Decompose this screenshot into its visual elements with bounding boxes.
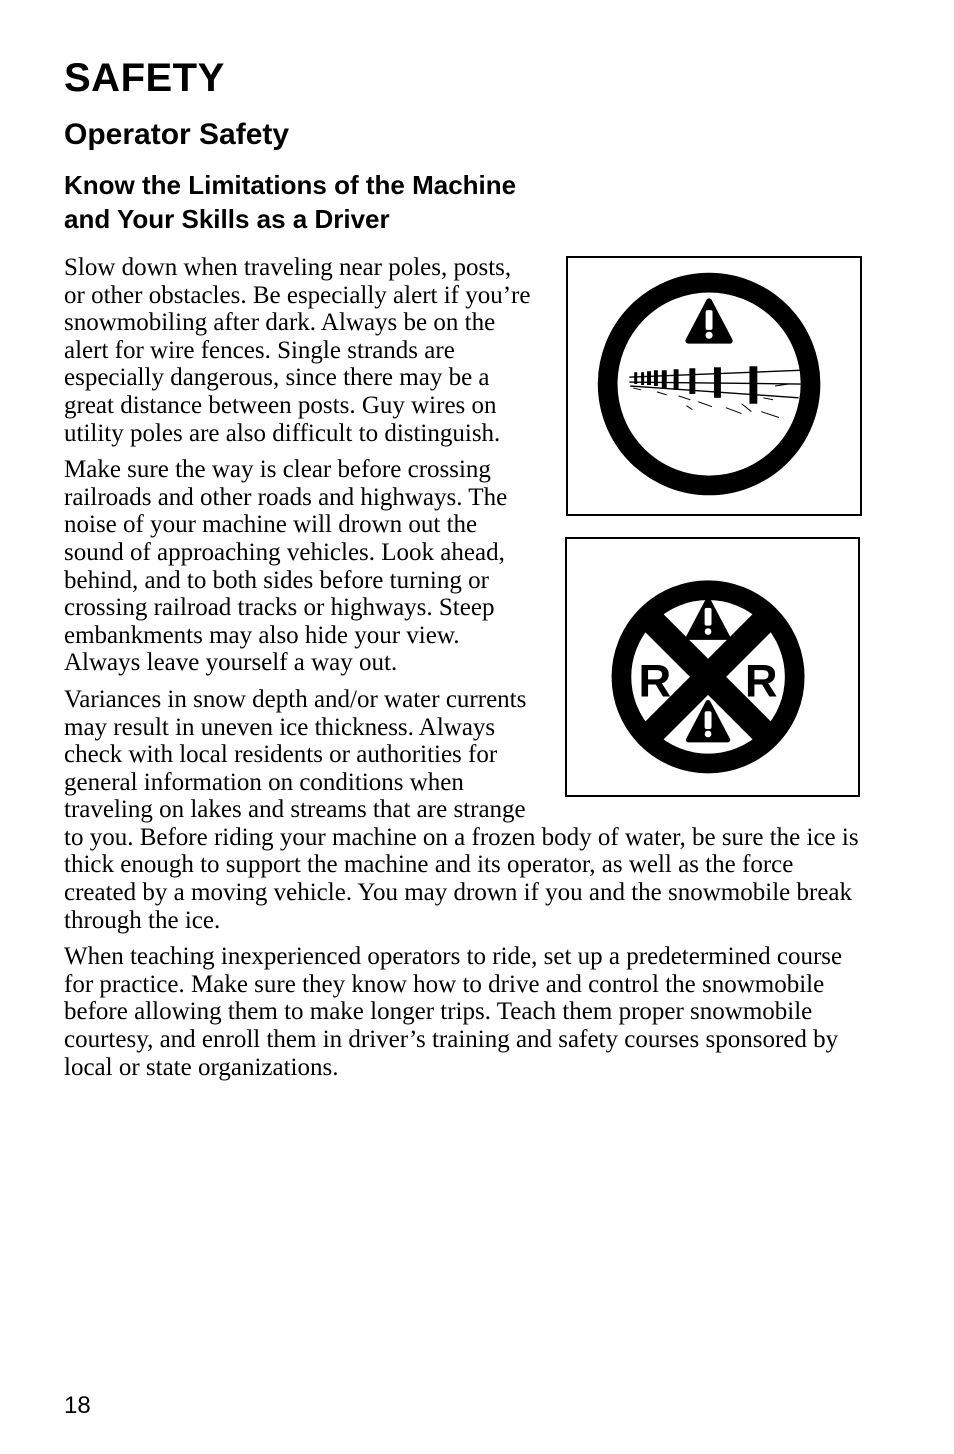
topic-heading-line1: Know the Limitations of the Machine xyxy=(64,170,517,200)
topic-heading xyxy=(64,168,624,236)
railroad-crossing-icon xyxy=(567,539,858,795)
paragraph-ice: Variances in snow depth and/or water currents may result in uneven ice thickness. Always check with local residents or authorities for general information on conditions when traveling on lakes and streams that are strange to you. Before riding your machine on a frozen body of water, be sure the ice is thick enough to support the machine and its operator, as well as the force created by a moving vehicle. You may drown if you and the snowmobile break through the ice. xyxy=(64,685,859,934)
paragraph-crossings: Make sure the way is clear before crossing railroads and other roads and highways. The noise of your machine will drown out the sound of approaching vehicles. Look ahead, behind, and to both sides before turning or crossing railroad tracks or highways. Steep embankments may also hide your view. Always leave yourself a way out. xyxy=(64,456,508,677)
wire-fence-warning-icon xyxy=(568,258,860,514)
paragraph-obstacles: Slow down when traveling near poles, posts, or other obstacles. Be especially alert if you’re snowmobiling after dark. Always be on the alert for wire fences. Single strands are especially dangerous, since there may be a great distance between posts. Guy wires on utility poles are also difficult to distinguish. xyxy=(64,254,531,447)
topic-heading-line2: and Your Skills as a Driver xyxy=(64,204,390,234)
railroad-crossing-figure xyxy=(565,537,860,797)
railroad-sign-right-letter: R xyxy=(744,655,778,707)
subsection-title: Operator Safety xyxy=(64,118,290,151)
section-title: SAFETY xyxy=(64,56,225,100)
wire-fence-warning-figure xyxy=(566,256,862,516)
paragraph-teaching: When teaching inexperienced operators to ride, set up a predetermined course for practice. Make sure they know how to drive and control the snowmobile before allowing them to make longer trips. Teach them proper snowmobile courtesy, and enroll them in driver’s training and safety courses sponsored by local or state organizations. xyxy=(64,943,843,1081)
railroad-sign-left-letter: R xyxy=(638,655,672,707)
page-number: 18 xyxy=(64,1392,91,1419)
